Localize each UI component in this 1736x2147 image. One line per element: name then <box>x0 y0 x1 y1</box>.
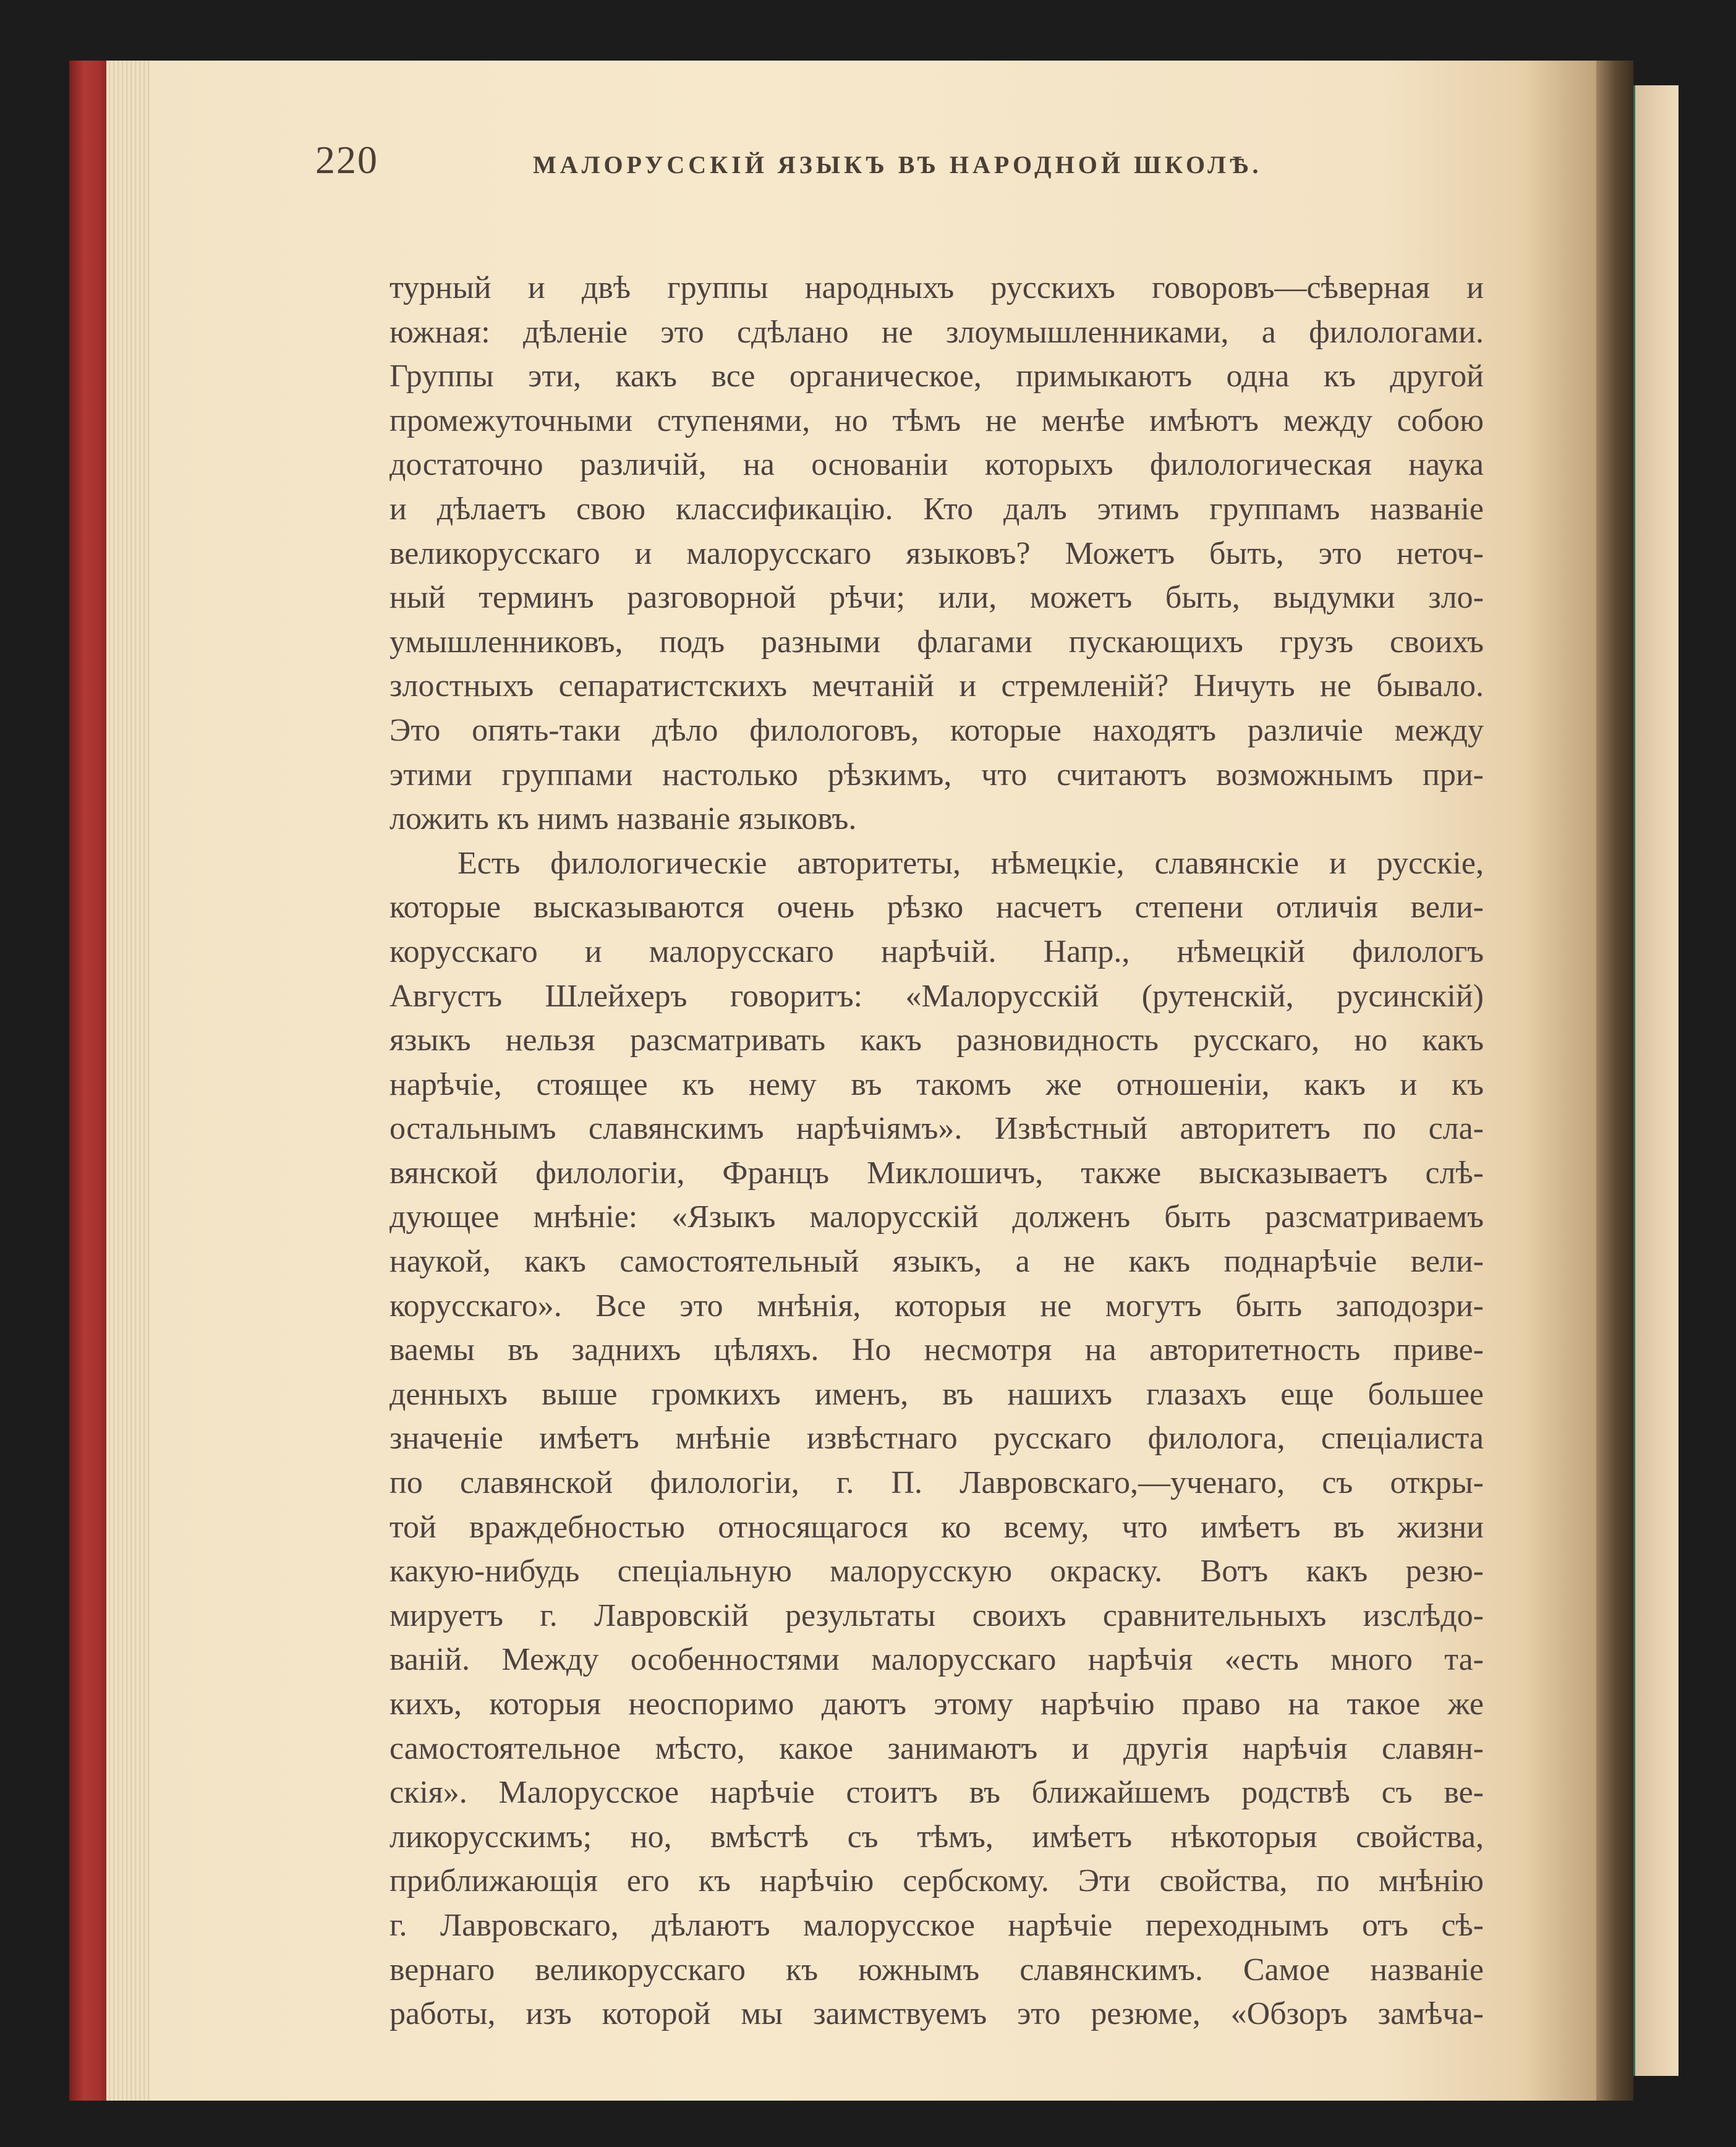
text-line: приближающія его къ нарѣчію сербскому. Эти свойства, по мнѣнію <box>389 1863 1484 1899</box>
text-line: ваній. Между особенностями малорусскаго нарѣчія «есть много та- <box>389 1642 1484 1678</box>
running-title: МАЛОРУССКІЙ ЯЗЫКЪ ВЪ НАРОДНОЙ ШКОЛѢ. <box>533 151 1262 179</box>
text-line: промежуточными ступенями, но тѣмъ не менѣе имѣютъ между собою <box>389 402 1484 438</box>
text-line: нарѣчіе, стоящее къ нему въ такомъ же отношеніи, какъ и къ <box>389 1066 1484 1102</box>
paragraph-2 <box>389 841 1484 2036</box>
text-line: южная: дѣленіе это сдѣлано не злоумышленниками, а филологами. <box>389 314 1484 350</box>
text-line: мируетъ г. Лавровскій результаты своихъ сравнительныхъ изслѣдо- <box>389 1597 1484 1633</box>
text-line: этими группами настолько рѣзкимъ, что считаютъ возможнымъ при- <box>389 757 1484 793</box>
text-line: злостныхъ сепаратистскихъ мечтаній и стремленій? Ничуть не бывало. <box>389 668 1484 704</box>
text-line: г. Лавровскаго, дѣлаютъ малорусское нарѣчіе переходнымъ отъ сѣ- <box>389 1907 1484 1943</box>
paragraph-1 <box>389 266 1484 841</box>
right-page-edge <box>1633 85 1679 2076</box>
text-line: Есть филологическіе авторитеты, нѣмецкіе, славянскіе и русскіе, <box>457 845 1484 881</box>
text-line: дующее мнѣніе: «Языкъ малорусскій долженъ быть разсматриваемъ <box>389 1199 1484 1235</box>
text-line: какую-нибудь спеціальную малорусскую окраску. Вотъ какъ резю- <box>389 1554 1484 1589</box>
book-gutter <box>1596 61 1633 2101</box>
text-line: достаточно различій, на основаніи которыхъ филологическая наука <box>389 447 1484 483</box>
page-number: 220 <box>315 138 378 182</box>
text-line: корусскаго». Все это мнѣнія, которыя не могутъ быть заподозри- <box>389 1288 1484 1324</box>
text-line: ложить къ нимъ названіе языковъ. <box>389 801 857 837</box>
text-line: денныхъ выше громкихъ именъ, въ нашихъ глазахъ еще большее <box>389 1376 1484 1412</box>
text-line: вянской филологіи, Францъ Миклошичъ, также высказываетъ слѣ- <box>389 1155 1484 1191</box>
text-line: Августъ Шлейхеръ говоритъ: «Малорусскій (рутенскій, русинскій) <box>389 978 1484 1014</box>
text-line: работы, изъ которой мы заимствуемъ это резюме, «Обзоръ замѣча- <box>389 1996 1484 2032</box>
text-line: Это опять-таки дѣло филологовъ, которые находятъ различіе между <box>389 712 1484 748</box>
text-line: той враждебностью относящагося ко всему, что имѣетъ въ жизни <box>389 1509 1484 1545</box>
text-line: значеніе имѣетъ мнѣніе извѣстнаго русскаго филолога, спеціалиста <box>389 1421 1484 1456</box>
text-line: наукой, какъ самостоятельный языкъ, а не какъ поднарѣчіе вели- <box>389 1244 1484 1280</box>
text-line: Группы эти, какъ все органическое, примыкаютъ одна къ другой <box>389 359 1484 394</box>
page-header <box>315 137 1465 193</box>
text-line: которые высказываются очень рѣзко насчетъ степени отличія вели- <box>389 890 1484 925</box>
text-line: турный и двѣ группы народныхъ русскихъ говоровъ—сѣверная и <box>389 270 1484 305</box>
text-line: скія». Малорусское нарѣчіе стоитъ въ ближайшемъ родствѣ съ ве- <box>389 1775 1484 1811</box>
text-line: ваемы въ заднихъ цѣляхъ. Но несмотря на авторитетность приве- <box>389 1332 1484 1368</box>
text-line: вернаго великорусскаго къ южнымъ славянскимъ. Самое названіе <box>389 1952 1484 1988</box>
text-line: по славянской филологіи, г. П. Лавровскаго,—ученаго, съ откры- <box>389 1465 1484 1501</box>
text-line: великорусскаго и малорусскаго языковъ? Можетъ быть, это неточ- <box>389 535 1484 571</box>
text-line: ликорусскимъ; но, вмѣстѣ съ тѣмъ, имѣетъ нѣкоторыя свойства, <box>389 1819 1484 1855</box>
page-edges <box>106 61 150 2101</box>
text-line: самостоятельное мѣсто, какое занимаютъ и другія нарѣчія славян- <box>389 1730 1484 1766</box>
text-line: языкъ нельзя разсматривать какъ разновидность русскаго, но какъ <box>389 1022 1484 1058</box>
book-cover-edge <box>69 61 106 2101</box>
text-line: кихъ, которыя неоспоримо даютъ этому нарѣчію право на такое же <box>389 1686 1484 1722</box>
text-line: ный терминъ разговорной рѣчи; или, можетъ быть, выдумки зло- <box>389 580 1484 616</box>
text-line: корусскаго и малорусскаго нарѣчій. Напр., нѣмецкій филологъ <box>389 933 1484 969</box>
text-line: умышленниковъ, подъ разными флагами пускающихъ грузъ своихъ <box>389 624 1484 660</box>
text-line: остальнымъ славянскимъ нарѣчіямъ». Извѣстный авторитетъ по сла- <box>389 1111 1484 1147</box>
text-line: и дѣлаетъ свою классификацію. Кто далъ этимъ группамъ названіе <box>389 491 1484 527</box>
body-text <box>389 266 1484 2036</box>
